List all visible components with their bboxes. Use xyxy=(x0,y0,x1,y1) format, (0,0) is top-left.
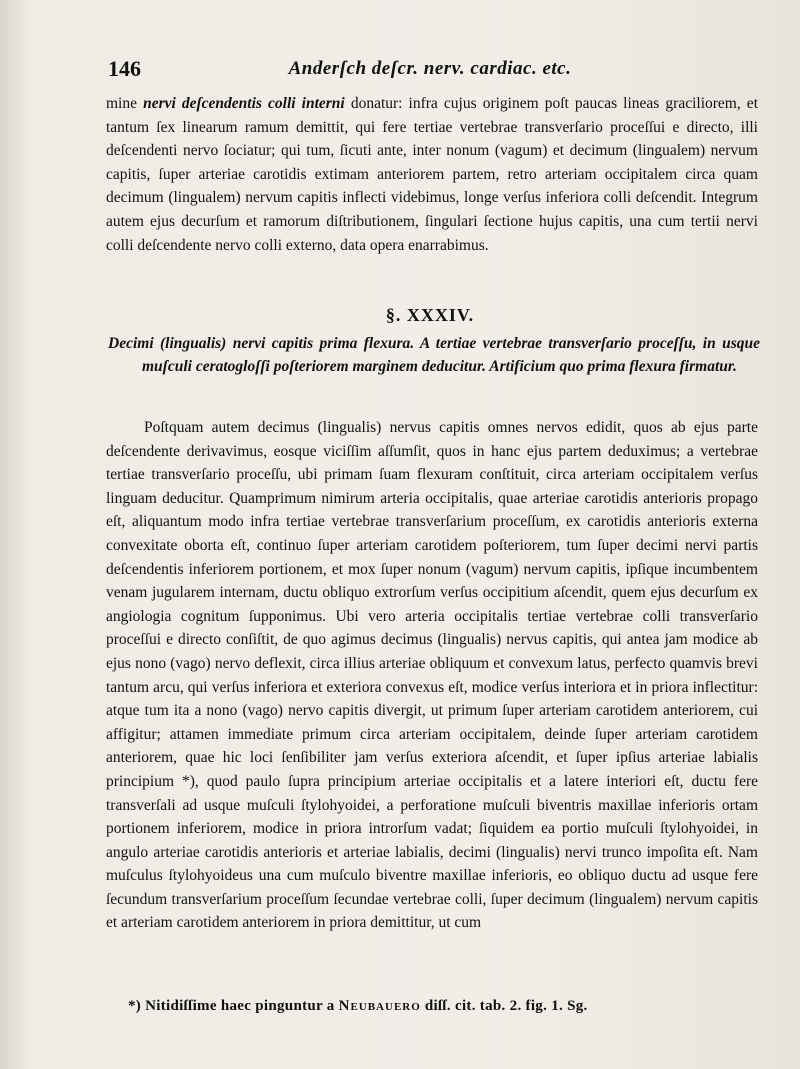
page-header xyxy=(100,52,760,82)
footnote-author: Neubauero xyxy=(338,998,421,1014)
footnote-text-before: Nitidiſſime haec pinguntur a xyxy=(141,998,339,1014)
paragraph-text: donatur: infra cujus originem poſt paucas lineas graciliorem, et tantum ſex linearum ramum demittit, qui fere tertiae vertebrae transverſario proceſſui e directo, illi deſcendenti nervo ſociatur; qui tum, ſicuti ante, inter nonum (vagum) et decimum (lingualem) nervum capitis, ſuper arteriae carotidis extimam anteriorem partem, retro arteriam occipitalem circa quam decimum (lingualem) nervum capitis inflecti videbimus, longe verſus inferiora colli deſcendit. Integrum autem ejus decurſum et ramorum diſtributionem, ſingulari ſectione hujus capitis, una cum tertii nervi colli deſcendente nervo colli externo, data opera enarrabimus. xyxy=(106,95,758,254)
footnote-text-after: diſſ. cit. tab. 2. fig. 1. Sg. xyxy=(420,998,588,1014)
footnote-marker: *) xyxy=(128,998,142,1014)
section-paragraph-text: Poſtquam autem decimus (lingualis) nervus capitis omnes nervos edidit, quos ab ejus parte deſcendente derivavimus, eosque viciſſim aſſumſit, quos in hanc ejus partem deduximus; a vertebrae tertiae transverſario proceſſu, ubi primam ſuam flexuram conſtituit, circa arteriam occipitalem verſus linguam deducitur. Quamprimum nimirum arteria occipitalis, quae arteriae carotidis anterioris propago eſt, aliquantum modo infra tertiae vertebrae transverſarium proceſſum, ex carotidis anterioris externa convexitate oborta eſt, continuo ſuper arteriam carotidem poſteriorem, tum ſuper decimi nervi partis deſcendentis inferiorem portionem, et mox ſuper nonum (vagum) nervum capitis, ipſique incumbentem venam jugularem internam, ductu obliquo extrorſum verſus occipitium aſcendit, quem ejus decurſum ex angiologia cognitum ſupponimus. Ubi vero arteria occipitalis tertiae vertebrae colli transverſario proceſſui e directo conſiſtit, de quo agimus decimus (lingualis) nervus capitis, qui antea jam modice ab ejus nono (vago) nervo deflexit, circa illius arteriae obliquum et convexum latus, perfecto quamvis brevi tantum arcu, qui verſus inferiora et exteriora convexus eſt, modice verſus interiora et in priora inflectitur: atque tum ita a nono (vago) nervo capitis divergit, ut primum ſuper arteriam carotidem anteriorem, cui affigitur; attamen immediate primum circa arteriam occipitalem, deinde ſuper arteriam carotidem anteriorem, quae hic loci ſenſibiliter jam verſus exteriora aſcendit, et ſuper ipſius arteriae labialis principium *), quod paulo ſupra principium arteriae occipitalis et a latere interiori eſt, ductu fere transverſali ad usque muſculi ſtylohyoidei, a perforatione muſculi biventris maxillae inferioris ortam portionem inferiorem, modice in priora introrſum vadat; ſiquidem ea portio muſculi ſtylohyoidei, in angulo arteriae carotidis anterioris et arteriae labialis, decimi (lingualis) nervi trunco impoſita eſt. Nam muſculus ſtylohyoideus una cum muſculo biventre maxillae inferioris, eo obliquo ductu ad usque fere ſecundum transverſarium proceſſum ſecundae vertebrae colli, ſuper decimum (lingualem) nervum capitis et arteriam carotidem anteriorem in priora demittitur, ut cum xyxy=(106,419,758,932)
paragraph-lead: mine xyxy=(106,95,144,112)
page-number: 146 xyxy=(108,56,141,81)
section-summary xyxy=(108,332,760,378)
section-summary-text: Decimi (lingualis) nervi capitis prima flexura. A tertiae vertebrae transverſario proceſſu, in usque muſculi ceratogloſſi poſteriorem marginem deducitur. Artificium quo prima flexura firmatur. xyxy=(108,335,760,375)
section-heading: §. XXXIV. xyxy=(385,305,475,325)
running-head: Anderſch deſcr. nerv. cardiac. etc. xyxy=(288,58,572,79)
paragraph-continued xyxy=(106,92,758,257)
section-paragraph xyxy=(106,416,758,935)
footnote xyxy=(128,998,748,1015)
paragraph-lead-italic: nervi deſcendentis colli interni xyxy=(143,95,345,112)
